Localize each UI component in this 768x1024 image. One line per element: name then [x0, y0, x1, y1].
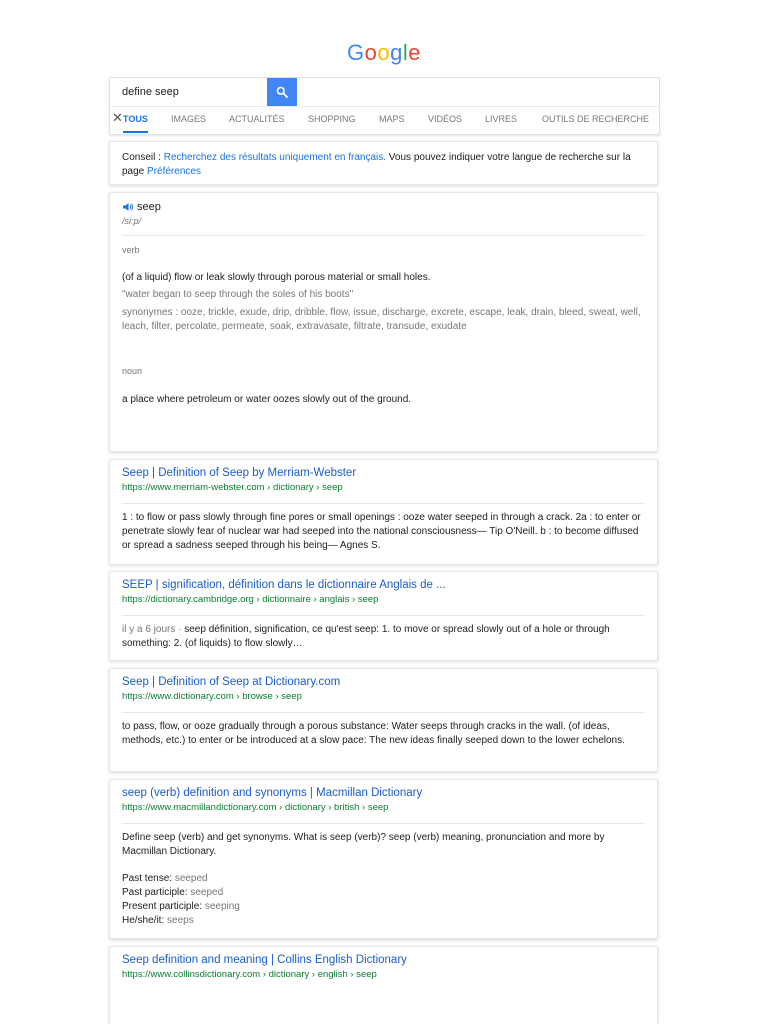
divider: [122, 712, 645, 713]
tab-shopping[interactable]: SHOPPING: [308, 114, 356, 124]
result-url[interactable]: https://www.merriam-webster.com › dictionary › seep: [122, 482, 343, 493]
speaker-icon[interactable]: [122, 202, 134, 212]
verb-definition: (of a liquid) flow or leak slowly through porous material or small holes.: [122, 272, 431, 283]
search-result: [109, 946, 658, 1024]
verb-form-value: seeped: [190, 887, 224, 898]
verb-forms: [122, 872, 645, 928]
divider: [122, 823, 645, 824]
tab-tous[interactable]: TOUS: [123, 107, 148, 133]
search-result: [109, 459, 658, 565]
dictionary-word-row: [122, 201, 645, 213]
search-input[interactable]: [110, 78, 258, 106]
result-url[interactable]: https://www.macmillandictionary.com › dictionary › british › seep: [122, 802, 389, 813]
noun-definition: a place where petroleum or water oozes slowly out of the ground.: [122, 394, 412, 405]
verb-form-label: Past participle:: [122, 887, 188, 898]
result-snippet: to pass, flow, or ooze gradually through a porous substance: Water seeps through cracks in the wall. (of ideas, methods, etc.) to enter or be introduced at a slow pace: The new ideas finally seeped down to the lower echelons.: [122, 721, 625, 746]
tab-maps[interactable]: MAPS: [379, 114, 405, 124]
tab-images[interactable]: IMAGES: [171, 114, 207, 124]
tab-actualites[interactable]: ACTUALITÉS: [229, 114, 285, 124]
result-url[interactable]: https://www.dictionary.com › browse › seep: [122, 691, 302, 702]
verb-form-value: seeps: [167, 915, 194, 926]
hint-prefix: Conseil :: [122, 152, 164, 163]
logo-letter: l: [402, 40, 409, 65]
result-snippet: [122, 623, 645, 651]
verb-form-value: seeping: [204, 901, 240, 912]
verb-form-row: [122, 900, 645, 914]
divider: [122, 235, 645, 236]
tab-outils[interactable]: OUTILS DE RECHERCHE: [542, 114, 650, 124]
search-result: [109, 571, 658, 661]
verb-form-row: [122, 914, 645, 928]
search-result: [109, 779, 658, 939]
dictionary-card: [109, 192, 658, 452]
phonetic: /siːp/: [122, 216, 142, 226]
result-title-link[interactable]: SEEP | signification, définition dans le dictionnaire Anglais de ...: [122, 579, 446, 591]
verb-form-label: He/she/it:: [122, 915, 165, 926]
result-title-link[interactable]: Seep | Definition of Seep by Merriam-Webster: [122, 467, 357, 479]
result-title-link[interactable]: Seep | Definition of Seep at Dictionary.com: [122, 676, 341, 688]
tab-videos[interactable]: VIDÉOS: [428, 114, 463, 124]
result-snippet: Define seep (verb) and get synonyms. What is seep (verb)? seep (verb) meaning, pronunciation and more by Macmillan Dictionary.: [122, 832, 605, 857]
verb-form-row: [122, 872, 645, 886]
dictionary-word: seep: [137, 201, 161, 213]
result-date: il y a 6 jours ·: [122, 624, 185, 635]
verb-form-value: seeped: [174, 873, 208, 884]
hint-text: Vous pouvez indiquer votre langue de recherche sur la page: [122, 152, 631, 177]
search-button[interactable]: [267, 78, 297, 106]
verb-form-label: Past tense:: [122, 873, 173, 884]
result-snippet: 1 : to flow or pass slowly through fine pores or small openings : ooze water seeped in through a crack. 2a : to enter or penetrate slowly fear of nuclear war had seeped into the national consciousness— Tip O'Neill. b : to become diffused or spread a sadness seeped through his being— Agnes S.: [122, 512, 641, 551]
divider: [122, 615, 645, 616]
part-of-speech-noun: noun: [122, 366, 143, 376]
verb-example: "water began to seep through the soles of his boots": [122, 289, 354, 300]
result-snippet-text: seep définition, signification, ce qu'est seep: 1. to move or spread slowly out of a hole or through something: 2. (of liquids) to flow slowly…: [122, 624, 610, 649]
hint-french-link[interactable]: Recherchez des résultats uniquement en français.: [163, 152, 387, 163]
verb-synonyms: synonymes : ooze, trickle, exude, drip, dribble, flow, issue, discharge, excrete, escape, leak, drain, bleed, sweat, well, leach, filter, percolate, permeate, soak, extravasate, filtrate, transude, exudate: [122, 307, 641, 332]
part-of-speech-verb: verb: [122, 245, 140, 255]
verb-form-label: Present participle:: [122, 901, 203, 912]
result-title-link[interactable]: Seep definition and meaning | Collins English Dictionary: [122, 954, 407, 966]
search-row: [110, 78, 659, 106]
close-icon[interactable]: ✕: [112, 110, 123, 125]
logo-letter: e: [408, 40, 421, 65]
language-hint-card: [109, 141, 658, 185]
tab-livres[interactable]: LIVRES: [485, 114, 518, 124]
result-title-link[interactable]: seep (verb) definition and synonyms | Macmillan Dictionary: [122, 787, 423, 799]
search-panel: [109, 77, 660, 135]
search-icon: [276, 86, 288, 98]
result-url[interactable]: https://dictionary.cambridge.org › dictionnaire › anglais › seep: [122, 594, 379, 605]
result-url[interactable]: https://www.collinsdictionary.com › dictionary › english › seep: [122, 969, 377, 980]
divider: [122, 503, 645, 504]
search-result: [109, 668, 658, 772]
logo-letter: G: [346, 40, 365, 65]
logo-letter: o: [364, 40, 378, 65]
logo-letter: g: [390, 40, 403, 65]
logo-letter: o: [377, 40, 391, 65]
verb-form-row: [122, 886, 645, 900]
hint-preferences-link[interactable]: Préférences: [147, 166, 201, 177]
search-tabs: [110, 106, 659, 133]
google-logo[interactable]: [0, 40, 768, 66]
